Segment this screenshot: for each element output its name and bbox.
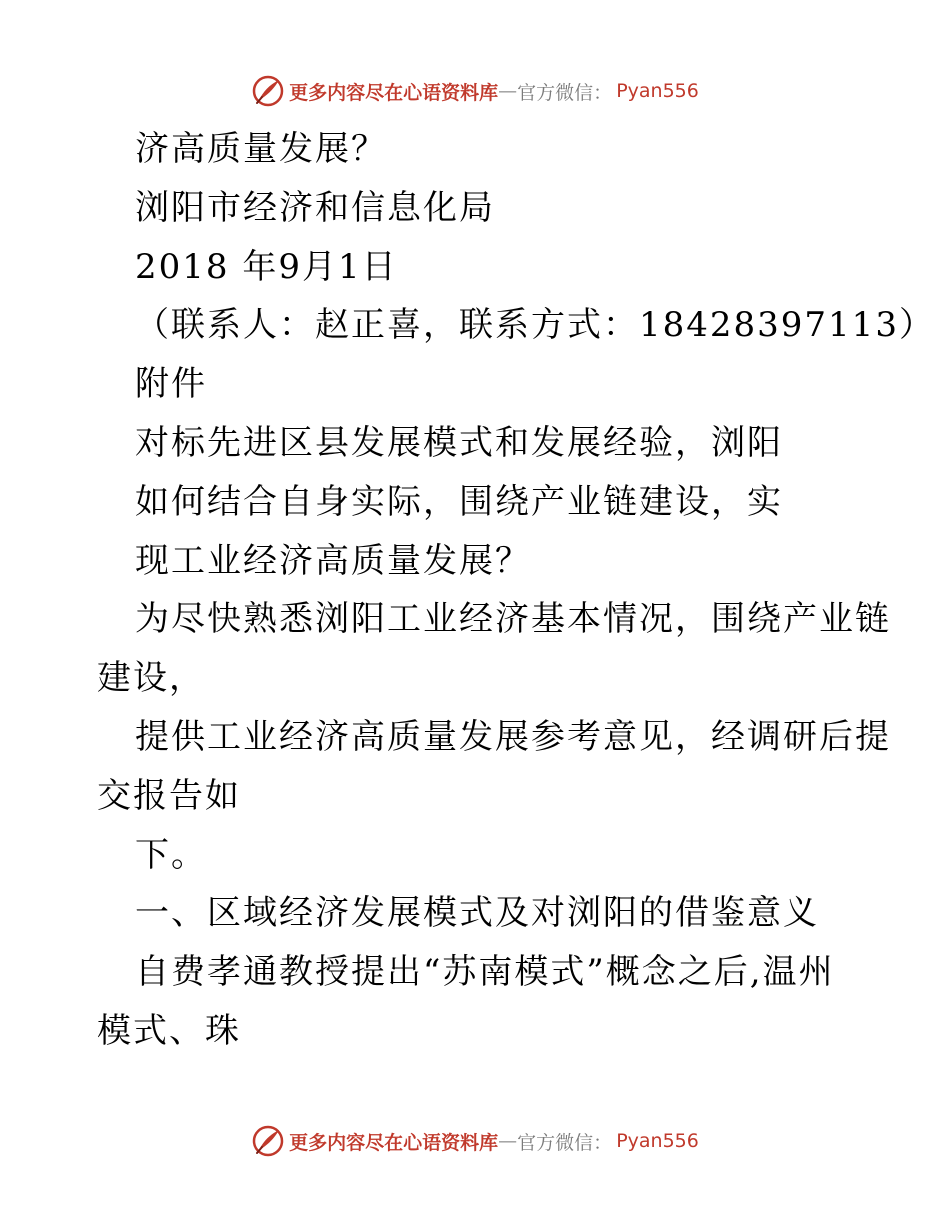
body-line: 浏阳市经济和信息化局 — [135, 187, 495, 228]
document-body — [97, 120, 935, 1061]
body-line: 提供工业经济高质量发展参考意见，经调研后提 — [135, 716, 891, 757]
body-line: 对标先进区县发展模式和发展经验，浏阳 — [135, 422, 783, 463]
header-wechat-id: Pyan556 — [616, 80, 699, 102]
body-line: 现工业经济高质量发展？ — [135, 540, 531, 581]
footer-brand-text: 更多内容尽在心语资料库 — [289, 1131, 499, 1154]
body-line: 济高质量发展？ — [135, 129, 387, 169]
footer-separator: — — [498, 1130, 518, 1152]
footer-wechat-id: Pyan556 — [616, 1130, 699, 1152]
header-banner — [0, 71, 950, 111]
body-line: 为尽快熟悉浏阳工业经济基本情况，围绕产业链 — [135, 599, 891, 640]
body-line: 如何结合自身实际，围绕产业链建设，实 — [135, 481, 783, 522]
section-heading: 一、区域经济发展模式及对浏阳的借鉴意义 — [135, 893, 819, 934]
quill-logo-icon — [251, 74, 285, 108]
header-separator: — — [498, 80, 518, 102]
footer-wechat-label: 官方微信： — [517, 1131, 613, 1154]
header-wechat-label: 官方微信： — [517, 81, 613, 104]
header-brand-text: 更多内容尽在心语资料库 — [289, 81, 499, 104]
body-line: 建设， — [97, 658, 205, 699]
quill-logo-icon — [251, 1124, 285, 1158]
body-line: 交报告如 — [97, 775, 241, 816]
body-line: 模式、珠 — [97, 1010, 241, 1051]
body-line: 下。 — [135, 834, 207, 875]
body-line: （联系人：赵正喜，联系方式：18428397113） — [135, 305, 935, 346]
body-line: 附件 — [135, 364, 207, 405]
footer-banner — [0, 1121, 950, 1161]
body-line: 2018 年9月1日 — [135, 246, 398, 287]
body-line: 自费孝通教授提出“苏南模式”概念之后,温州 — [135, 952, 835, 993]
